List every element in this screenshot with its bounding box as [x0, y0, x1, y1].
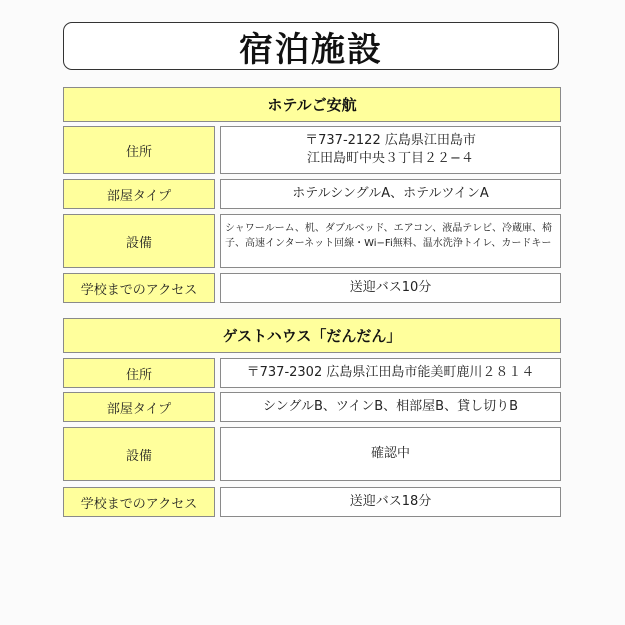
value-address: 〒737-2302 広島県江田島市能美町鹿川２８１４ [220, 358, 561, 388]
address-line-1: 〒737-2122 広島県江田島市 [305, 133, 476, 148]
value-room-type: ホテルシングルA、ホテルツインA [220, 179, 561, 209]
page-title: 宿泊施設 [239, 29, 383, 70]
value-room-type: シングルB、ツインB、相部屋B、貸し切りB [220, 392, 561, 422]
value-access: 送迎バス10分 [220, 273, 561, 303]
value-access: 送迎バス18分 [220, 487, 561, 517]
label-address: 住所 [63, 358, 215, 388]
value-address [220, 126, 561, 174]
label-facilities: 設備 [63, 427, 215, 481]
section-header-hotel: ホテルご安航 [63, 87, 561, 122]
label-access: 学校までのアクセス [63, 273, 215, 303]
value-facilities: シャワールーム、机、ダブルベッド、エアコン、液晶テレビ、冷蔵庫、椅子、高速インターネット回線・Wi−Fi無料、温水洗浄トイレ、カードキー [220, 214, 561, 268]
label-access: 学校までのアクセス [63, 487, 215, 517]
address-line-2: 江田島町中央３丁目２２−４ [307, 151, 474, 166]
label-room-type: 部屋タイプ [63, 179, 215, 209]
label-address: 住所 [63, 126, 215, 174]
value-facilities: 確認中 [220, 427, 561, 481]
label-room-type: 部屋タイプ [63, 392, 215, 422]
title-box [63, 22, 559, 70]
label-facilities: 設備 [63, 214, 215, 268]
section-header-guesthouse: ゲストハウス「だんだん」 [63, 318, 561, 353]
